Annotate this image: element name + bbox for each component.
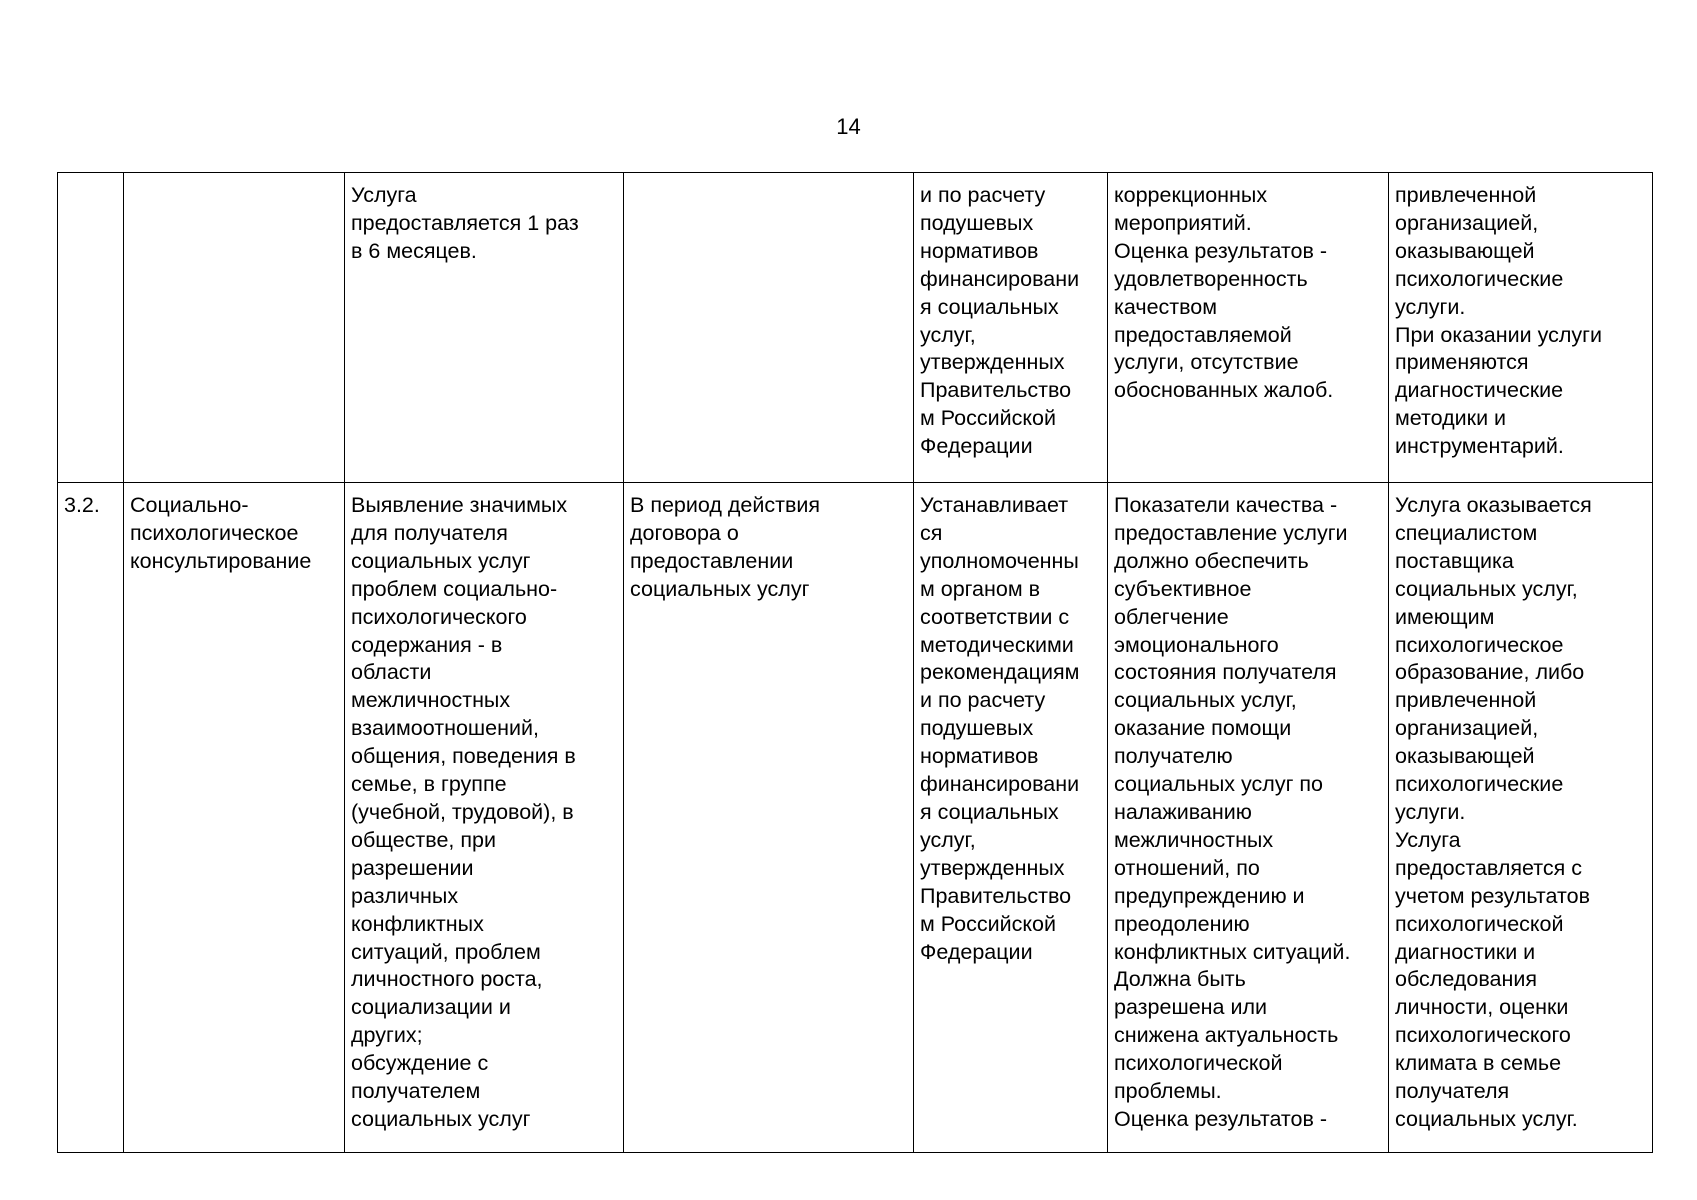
table-row bbox=[58, 483, 1653, 1153]
cell-service-period: В период действия договора о предоставлении социальных услуг bbox=[624, 483, 914, 1153]
cell-number bbox=[58, 173, 124, 483]
page-number: 14 bbox=[836, 114, 861, 139]
cell-service-name: Социально- психологическое консультирование bbox=[124, 483, 345, 1153]
cell-tariff: Устанавливает ся уполномоченны м органом в соответствии с методическими рекомендациям и по расчету подушевых нормативов финансировани я социальных услуг, утвержденных Правительство м Российской Федерации bbox=[914, 483, 1108, 1153]
cell-conditions: Услуга оказывается специалистом поставщика социальных услуг, имеющим психологическое образование, либо привлеченной организацией, оказывающей психологические услуги. Услуга предоставляется с учетом результатов психологической диагностики и обследования личности, оценки психологического климата в семье получателя социальных услуг. bbox=[1389, 483, 1653, 1153]
cell-service-description: Услуга предоставляется 1 раз в 6 месяцев. bbox=[345, 173, 624, 483]
cell-tariff: и по расчету подушевых нормативов финансировани я социальных услуг, утвержденных Правительство м Российской Федерации bbox=[914, 173, 1108, 483]
cell-service-period bbox=[624, 173, 914, 483]
services-table bbox=[57, 172, 1653, 1153]
cell-service-name bbox=[124, 173, 345, 483]
table-row bbox=[58, 173, 1653, 483]
cell-quality-indicators: коррекционных мероприятий. Оценка результатов - удовлетворенность качеством предоставляемой услуги, отсутствие обоснованных жалоб. bbox=[1108, 173, 1389, 483]
cell-service-description: Выявление значимых для получателя социальных услуг проблем социально- психологического содержания - в области межличностных взаимоотношений, общения, поведения в семье, в группе (учебной, трудовой), в обществе, при разрешении различных конфликтных ситуаций, проблем личностного роста, социализации и других; обсуждение с получателем социальных услуг bbox=[345, 483, 624, 1153]
cell-quality-indicators: Показатели качества - предоставление услуги должно обеспечить субъективное облегчение эмоционального состояния получателя социальных услуг, оказание помощи получателю социальных услуг по налаживанию межличностных отношений, по предупреждению и преодолению конфликтных ситуаций. Должна быть разрешена или снижена актуальность психологической проблемы. Оценка результатов - bbox=[1108, 483, 1389, 1153]
cell-conditions: привлеченной организацией, оказывающей психологические услуги. При оказании услуги применяются диагностические методики и инструментарий. bbox=[1389, 173, 1653, 483]
cell-number: 3.2. bbox=[58, 483, 124, 1153]
